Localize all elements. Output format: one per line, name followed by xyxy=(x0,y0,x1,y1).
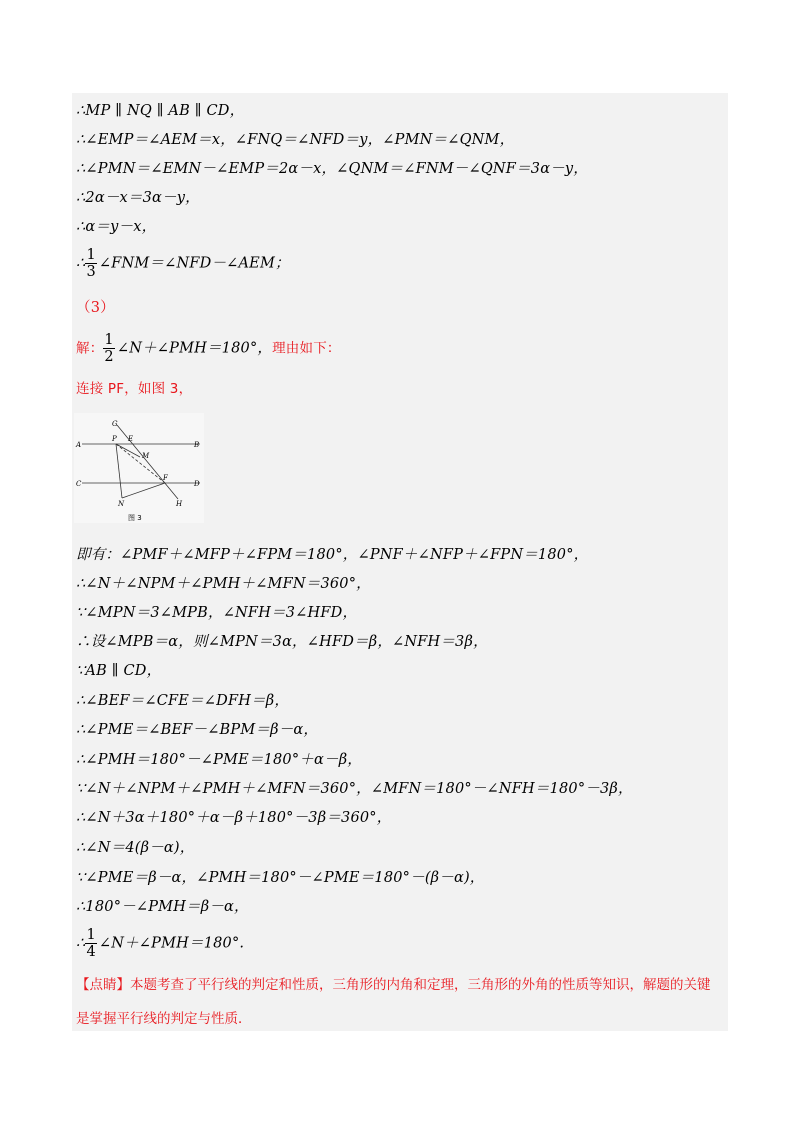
label-c: C xyxy=(76,480,82,488)
label-n: N xyxy=(118,500,125,508)
solution-line-20: ∴∠N＝4(β－α)， xyxy=(76,840,195,856)
label-e: E xyxy=(128,435,134,443)
geometry-figure-3 xyxy=(74,413,204,523)
solution-line-22: ∴180°－∠PMH＝β－α， xyxy=(76,899,249,915)
solution-line-15: ∴∠BEF＝∠CFE＝∠DFH＝β， xyxy=(76,693,290,709)
solution-line-4: ∴2α－x＝3α－y， xyxy=(76,190,200,206)
solution-line-12: ∵∠MPN＝3∠MPB，∠NFH＝3∠HFD， xyxy=(76,605,358,621)
solution-line-11: ∴∠N＋∠NPM＋∠PMH＋∠MFN＝360°， xyxy=(76,576,371,592)
solution-line-17: ∴∠PMH＝180°－∠PME＝180°＋α－β， xyxy=(76,752,362,768)
solution-line-23: ∴ $\frac{1}{4}$ ∠N＋∠PMH＝180°. xyxy=(76,927,245,960)
solution-line-18: ∵∠N＋∠NPM＋∠PMH＋∠MFN＝360°，∠MFN＝180°－∠NFH＝180°－3β， xyxy=(76,781,633,797)
solution-line-21: ∵∠PME＝β－α，∠PMH＝180°－∠PME＝180°－(β－α)， xyxy=(76,870,485,886)
solution-line-16: ∴∠PME＝∠BEF－∠BPM＝β－α， xyxy=(76,722,319,738)
part-3-label: （3） xyxy=(76,300,115,316)
key-point-note: 【点睛】本题考查了平行线的判定和性质，三角形的内角和定理，三角形的外角的性质等知识，解题的关键是掌握平行线的判定与性质． xyxy=(76,977,711,1027)
label-p: P xyxy=(112,435,117,443)
fraction-one-third: $\frac{1}{3}$ xyxy=(86,247,96,280)
label-a: A xyxy=(76,441,82,449)
label-d: D xyxy=(194,480,200,488)
label-h: H xyxy=(176,500,183,508)
figure-caption: 图 3 xyxy=(128,514,142,522)
therefore-symbol: ∴ xyxy=(76,255,86,272)
label-m: M xyxy=(142,452,150,460)
part-3-answer: 解： $\frac{1}{2}$ ∠N＋∠PMH＝180°，理由如下： xyxy=(76,332,341,365)
solution-line-14: ∵AB ∥ CD， xyxy=(76,663,162,679)
solution-line-19: ∴∠N＋3α＋180°＋α－β＋180°－3β＝360°， xyxy=(76,810,392,826)
solution-line-3: ∴∠PMN＝∠EMN－∠EMP＝2α－x，∠QNM＝∠FNM－∠QNF＝3α－y， xyxy=(76,161,588,177)
solution-line-1: ∴MP ∥ NQ ∥ AB ∥ CD， xyxy=(76,103,245,119)
figure-3-drawing xyxy=(74,413,204,523)
solution-line-2: ∴∠EMP＝∠AEM＝x，∠FNQ＝∠NFD＝y，∠PMN＝∠QNM， xyxy=(76,132,515,148)
label-g: G xyxy=(112,420,118,428)
solution-line-10: 即有：∠PMF＋∠MFP＋∠FPM＝180°，∠PNF＋∠NFP＋∠FPN＝180°， xyxy=(76,547,589,563)
solution-line-5: ∴α＝y－x， xyxy=(76,219,157,235)
solution-line-13: ∴设∠MPB＝α，则∠MPN＝3α，∠HFD＝β，∠NFH＝3β， xyxy=(76,634,488,650)
connect-pf-line: 连接 PF，如图 3， xyxy=(76,381,193,397)
solution-line-6: ∴ $\frac{1}{3}$ ∠FNM＝∠NFD－∠AEM； xyxy=(76,247,290,280)
fraction-one-quarter: $\frac{1}{4}$ xyxy=(86,927,96,960)
label-b: B xyxy=(194,441,200,449)
fraction-one-half: $\frac{1}{2}$ xyxy=(104,332,114,365)
label-f: F xyxy=(163,474,168,482)
